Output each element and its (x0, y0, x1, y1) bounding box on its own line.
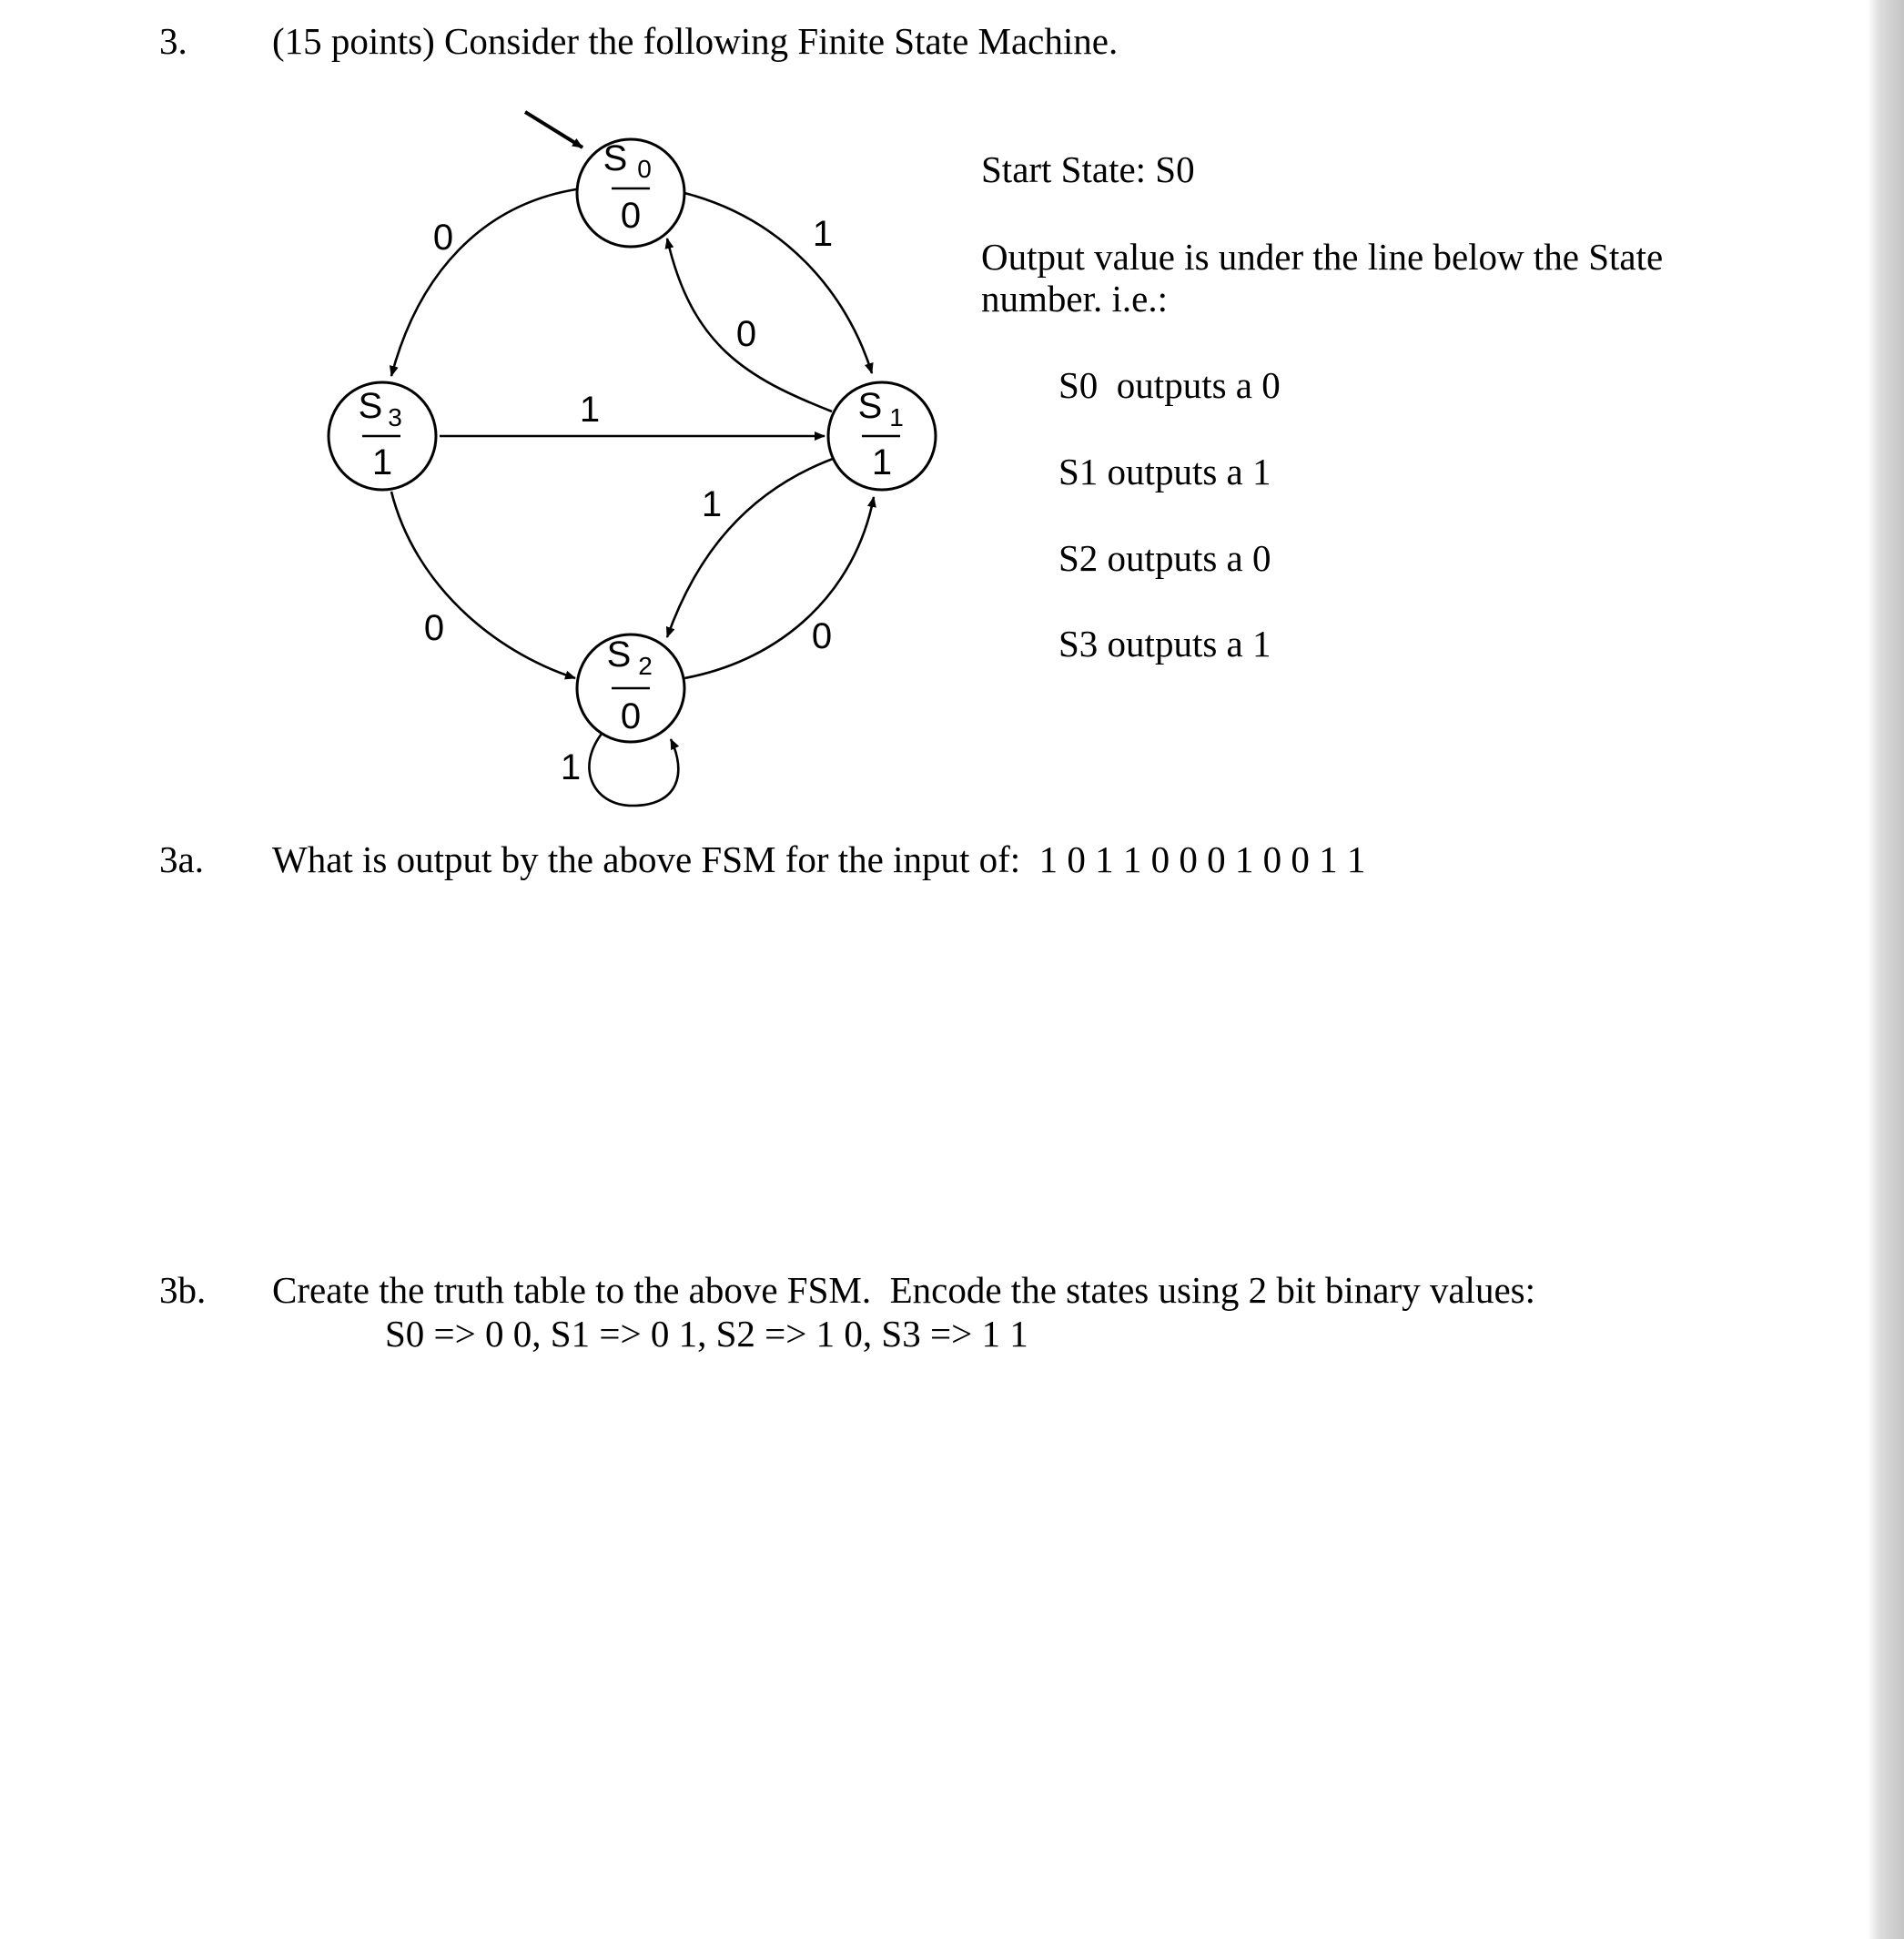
start-arrow (525, 112, 582, 147)
svg-text:1: 1 (889, 403, 904, 431)
output-description-line2: number. i.e.: (981, 278, 1168, 320)
transition-label: 0 (811, 616, 833, 656)
svg-text:0: 0 (620, 196, 642, 236)
transition-label: 1 (560, 747, 582, 787)
state-s2 (577, 634, 684, 742)
question-3a-text: What is output by the above FSM for the input of: 1 0 1 1 0 0 0 1 0 0 1 1 (272, 838, 1366, 880)
question-3b-number: 3b. (159, 1269, 207, 1311)
question-number: 3. (159, 20, 187, 62)
start-state-label: Start State: S0 (981, 148, 1195, 190)
state-s3 (329, 382, 436, 490)
state-output-item: S2 outputs a 0 (1058, 537, 1271, 579)
transition-label: 1 (701, 484, 723, 524)
transition-label: 0 (735, 314, 757, 354)
transition-s3-s2 (391, 492, 575, 678)
output-description-line1: Output value is under the line below the State (981, 236, 1664, 278)
state-s0 (577, 138, 684, 247)
svg-text:S: S (606, 634, 632, 675)
transition-label: 0 (432, 218, 454, 258)
state-output-item: S1 outputs a 1 (1058, 451, 1271, 492)
page-edge-shadow (1868, 0, 1904, 1939)
svg-text:S: S (603, 138, 628, 178)
svg-text:0: 0 (637, 155, 652, 183)
state-s1 (828, 382, 936, 490)
svg-text:0: 0 (620, 696, 642, 736)
transition-label: 0 (423, 608, 445, 648)
question-3a-number: 3a. (159, 838, 204, 880)
svg-text:1: 1 (371, 442, 393, 482)
svg-text:S: S (857, 386, 883, 426)
svg-text:1: 1 (871, 442, 893, 482)
fsm-diagram (0, 0, 983, 819)
transition-label: 1 (579, 390, 601, 430)
transition-label: 1 (812, 214, 834, 254)
svg-text:3: 3 (388, 403, 402, 431)
transition-s0-s3 (391, 189, 576, 376)
state-output-item: S3 outputs a 1 (1058, 623, 1271, 665)
state-output-item: S0 outputs a 0 (1058, 364, 1281, 406)
transition-s1-s2 (667, 459, 833, 637)
question-text: (15 points) Consider the following Finite State Machine. (272, 20, 1119, 62)
transition-s0-s1 (684, 193, 872, 373)
svg-text:2: 2 (638, 652, 653, 680)
svg-text:S: S (358, 386, 383, 426)
state-encoding: S0 => 0 0, S1 => 0 1, S2 => 1 0, S3 => 1 1 (385, 1313, 1028, 1355)
question-3b-text: Create the truth table to the above FSM. Encode the states using 2 bit binary values: (272, 1269, 1535, 1311)
